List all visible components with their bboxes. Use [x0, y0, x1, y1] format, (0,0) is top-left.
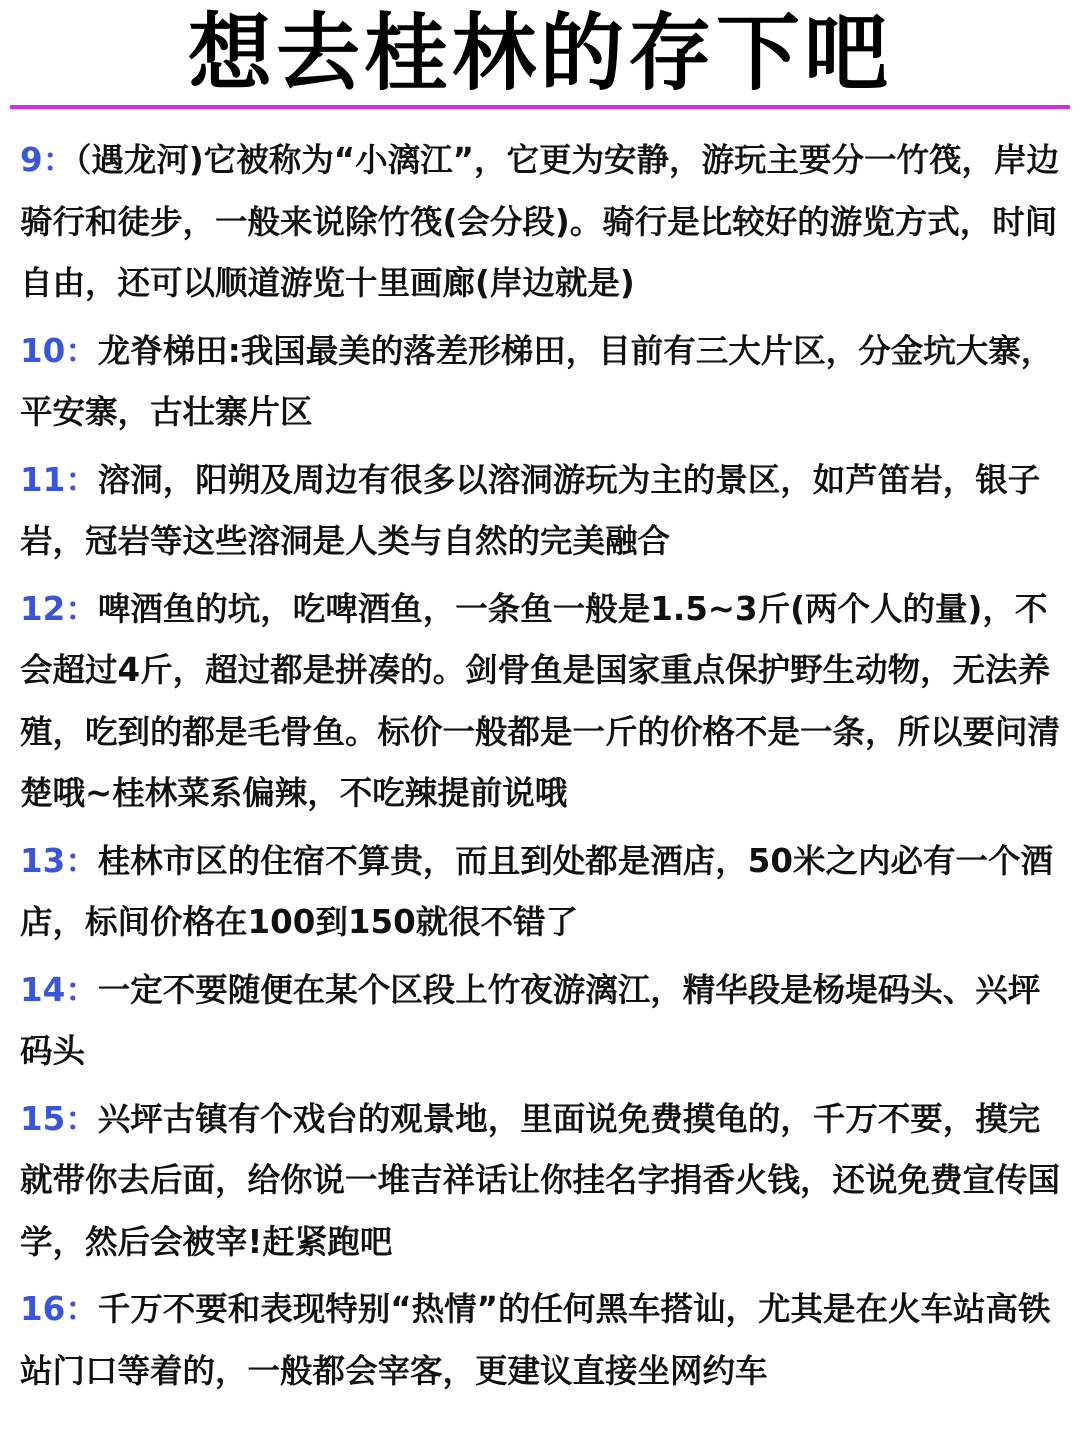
tip-item — [20, 130, 1068, 315]
tip-text: 桂林市区的住宿不算贵，而且到处都是酒店，50米之内必有一个酒店，标间价格在100到150就很不错了 — [20, 841, 1053, 941]
tip-number: 10： — [20, 331, 98, 370]
tip-number: 14： — [20, 970, 98, 1009]
tip-text: 千万不要和表现特别“热情”的任何黑车搭讪，尤其是在火车站高铁站门口等着的，一般都会宰客，更建议直接坐网约车 — [20, 1290, 1051, 1390]
tip-item — [20, 450, 1068, 573]
tip-text: 溶洞，阳朔及周边有很多以溶洞游玩为主的景区，如芦笛岩，银子岩，冠岩等这些溶洞是人类与自然的完美融合 — [20, 460, 1041, 560]
tip-item — [20, 579, 1068, 825]
tip-item — [20, 321, 1068, 444]
page-title: 想去桂林的存下吧 — [187, 4, 892, 102]
tip-text: 兴坪古镇有个戏台的观景地，里面说免费摸龟的，千万不要，摸完就带你去后面，给你说一堆吉祥话让你挂名字捐香火钱，还说免费宣传国学，然后会被宰!赶紧跑吧 — [20, 1099, 1061, 1261]
tip-item — [20, 1279, 1068, 1402]
tip-number: 11： — [20, 460, 98, 499]
tip-number: 15： — [20, 1099, 98, 1138]
tip-number: 9： — [20, 141, 76, 179]
tip-text: （遇龙河)它被称为“小漓江”，它更为安静，游玩主要分一竹筏，岸边骑行和徒步，一般来说除竹筏(会分段)。骑行是比较好的游览方式，时间自由，还可以顺道游览十里画廊(岸边就是) — [20, 141, 1059, 302]
tip-item — [20, 960, 1068, 1083]
tip-number: 16： — [20, 1290, 98, 1328]
tip-number: 13： — [20, 841, 98, 880]
title-divider — [10, 105, 1070, 109]
tip-text: 一定不要随便在某个区段上竹夜游漓江，精华段是杨堤码头、兴坪码头 — [20, 970, 1041, 1070]
tip-text: 啤酒鱼的坑，吃啤酒鱼，一条鱼一般是1.5~3斤(两个人的量)，不会超过4斤，超过都是拼凑的。剑骨鱼是国家重点保护野生动物，无法养殖，吃到的都是毛骨鱼。标价一般都是一斤的价格不是一条，所以要问清楚哦~桂林菜系偏辣，不吃辣提前说哦 — [20, 589, 1061, 812]
tip-number: 12： — [20, 589, 98, 628]
tip-item — [20, 1089, 1068, 1274]
tip-item — [20, 831, 1068, 954]
tips-list — [20, 130, 1068, 1408]
tip-text: 龙脊梯田:我国最美的落差形梯田，目前有三大片区，分金坑大寨，平安寨，古壮寨片区 — [20, 331, 1054, 431]
